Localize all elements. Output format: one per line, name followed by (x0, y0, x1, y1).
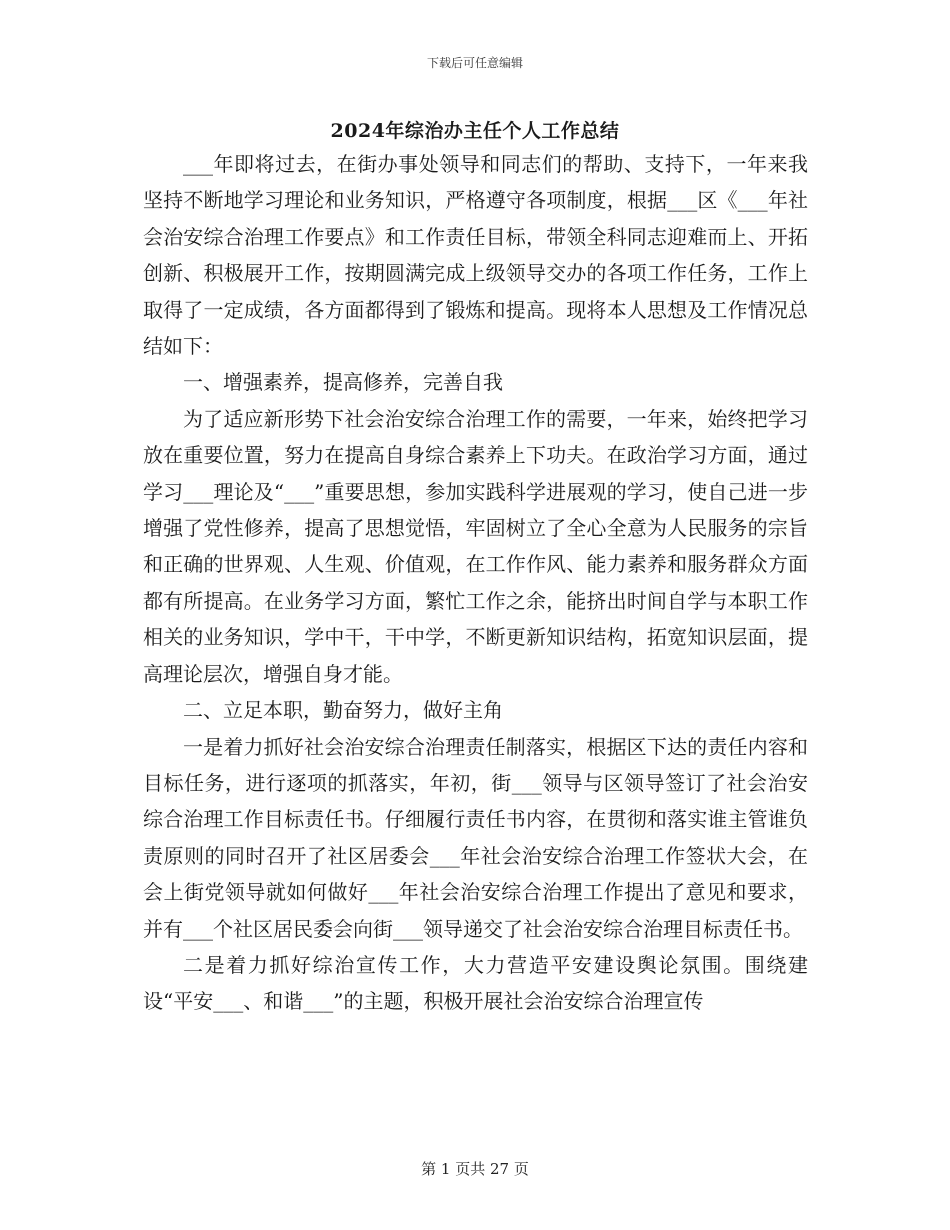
page-total: 27 (490, 1160, 510, 1178)
page-middle: 页共 (455, 1160, 486, 1178)
page-current: 1 (440, 1160, 451, 1178)
section-heading-2: 二、立足本职，勤奋努力，做好主角 (183, 698, 503, 723)
paragraph-item-2: 二是着力抓好综治宣传工作，大力营造平安建设舆论氛围。围绕建设“平安___、和谐___”的主题，积极开展社会治安综合治理宣传 (143, 952, 808, 1014)
paragraph-intro: ___年即将过去，在街办事处领导和同志们的帮助、支持下，一年来我坚持不断地学习理论和业务知识，严格遵守各项制度，根据___区《___年社会治安综合治理工作要点》和工作责任目标，带领全科同志迎难而上、开拓创新、积极展开工作，按期圆满完成上级领导交办的各项工作任务，工作上取得了一定成绩，各方面都得到了锻炼和提高。现将本人思想及工作情况总结如下： (143, 152, 808, 359)
paragraph-item-1: 一是着力抓好社会治安综合治理责任制落实，根据区下达的责任内容和目标任务，进行逐项的抓落实，年初，街___领导与区领导签订了社会治安综合治理工作目标责任书。仔细履行责任书内容，在贯彻和落实谁主管谁负责原则的同时召开了社区居委会___年社会治安综合治理工作签状大会，在会上街党领导就如何做好___年社会治安综合治理工作提出了意见和要求，并有___个社区居民委会向街___领导递交了社会治安综合治理目标责任书。 (143, 734, 808, 941)
page-suffix: 页 (513, 1160, 529, 1178)
paragraph-section-1: 为了适应新形势下社会治安综合治理工作的需要，一年来，始终把学习放在重要位置，努力在提高自身综合素养上下功夫。在政治学习方面，通过学习___理论及“___”重要思想，参加实践科学进展观的学习，使自己进一步增强了党性修养，提高了思想觉悟，牢固树立了全心全意为人民服务的宗旨和正确的世界观、人生观、价值观，在工作作风、能力素养和服务群众方面都有所提高。在业务学习方面，繁忙工作之余，能挤出时间自学与本职工作相关的业务知识，学中干，干中学，不断更新知识结构，拓宽知识层面，提高理论层次，增强自身才能。 (143, 406, 808, 686)
header-note: 下载后可任意编辑 (426, 56, 523, 70)
page-number-footer (0, 1158, 950, 1179)
document-body (143, 146, 808, 1020)
section-heading-1: 一、增强素养，提高修养，完善自我 (183, 370, 503, 395)
page-prefix: 第 (421, 1160, 437, 1178)
document-title: 2024年综治办主任个人工作总结 (330, 120, 620, 142)
